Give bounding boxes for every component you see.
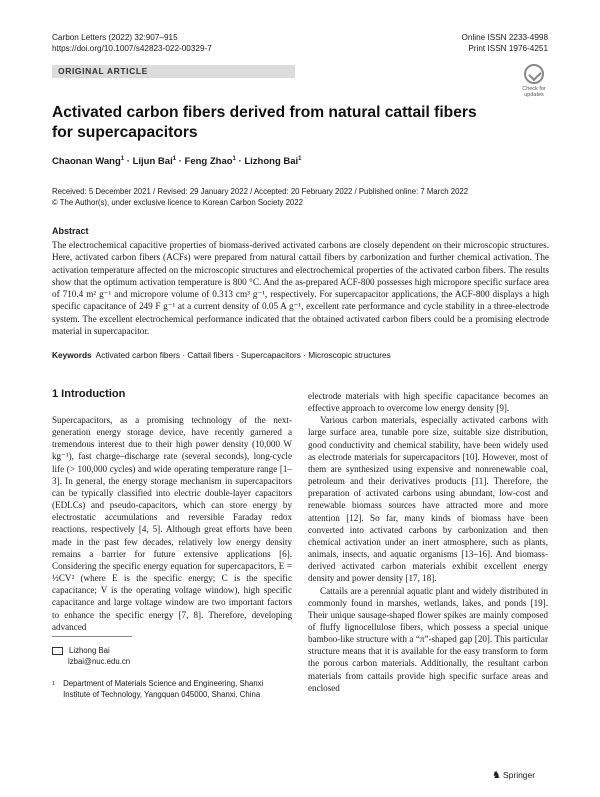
doi-link[interactable]: https://doi.org/10.1007/s42823-022-00329-7 <box>52 44 212 53</box>
print-issn: Print ISSN 1976-4251 <box>468 44 548 53</box>
author-separator: · <box>124 156 133 168</box>
abstract-heading: Abstract <box>52 226 89 236</box>
publisher-logo <box>492 770 535 781</box>
keywords-list: Activated carbon fibers · Cattail fibers · Supercapacitors · Microscopic structures <box>95 350 391 360</box>
keywords-label: Keywords <box>52 350 92 360</box>
author-aff: 1 <box>172 156 177 162</box>
paragraph: Supercapacitors, as a promising technology of the next-generation energy storage device, have recently garnered a tremendous interest due to their high power density (10,000 W kg⁻¹), fast charge–discharge rate (several seconds), long-cycle life (> 100,000 cycles) and wide operating temperature range [1–3]. In general, the energy storage mechanism in supercapacitors can be typically classified into electric double-layer capacitors (EDLCs) and pseudo-capacitors, which can store energy by electrostatic accumulations and reversible Faraday redox reactions, respectively [4, 5]. Although great efforts have been made in the past few decades, relatively low energy density remains a barrier for future extensive applications [6]. Considering the specific energy equation for supercapacitors, E = ½CV² (where E is the specific energy; C is the specific capacitance; V is the operating voltage window), high specific capacitance and large voltage window are two important factors to enhance the specific energy [7, 8]. Therefore, developing advanced <box>52 415 292 632</box>
paragraph: electrode materials with high specific capacitance becomes an effective approach to overcome low energy density [9]. <box>308 391 548 414</box>
author-name[interactable]: Lijun Bai <box>132 156 173 168</box>
check-updates-icon <box>524 64 544 84</box>
author-name[interactable]: Feng Zhao <box>184 156 233 168</box>
author-aff: 1 <box>298 156 302 162</box>
author-list <box>52 156 302 167</box>
author-separator: · <box>176 156 185 168</box>
article-title: Activated carbon fibers derived from natural cattail fibers for supercapacitors <box>52 104 477 141</box>
affiliation <box>52 679 288 700</box>
dates-line: Received: 5 December 2021 / Revised: 29 January 2022 / Accepted: 20 February 2022 / Published online: 7 March 2022 <box>52 187 469 196</box>
springer-horse-icon: ♞ <box>492 770 501 781</box>
author-aff: 1 <box>232 156 236 162</box>
check-for-updates-button[interactable] <box>516 64 552 104</box>
body-column-right <box>308 390 548 694</box>
publisher-name: Springer <box>502 770 536 780</box>
correspondence <box>52 645 130 667</box>
author-name[interactable]: Lizhong Bai <box>244 156 299 168</box>
copyright-line: © The Author(s), under exclusive licence to Korean Carbon Society 2022 <box>52 198 303 207</box>
check-updates-label-1: Check for <box>522 86 546 92</box>
journal-header <box>52 32 212 54</box>
corresponding-author: Lizhong Bai <box>69 646 110 655</box>
journal-citation: Carbon Letters (2022) 32:907–915 <box>52 33 178 42</box>
paragraph: Cattails are a perennial aquatic plant and widely distributed in commonly found in marshes, wetlands, lakes, and ponds [19]. Their unique sausage-shaped flower spikes are mainly composed of fluffy lignocellulose fibers, which possess a special unique bamboo-like structure with a “π”-shaped gap [20]. This particular structure means that it is available for the easy transform to form the porous carbon materials. Additionally, the resultant carbon materials from cattails provide high specific surface areas and enclosed <box>308 585 548 693</box>
author-aff: 1 <box>120 156 125 162</box>
publication-history <box>52 186 468 208</box>
body-column-left <box>52 414 292 633</box>
author-email[interactable]: lzbai@nuc.edu.cn <box>68 657 131 666</box>
keywords <box>52 350 391 360</box>
envelope-icon <box>52 647 63 655</box>
online-issn: Online ISSN 2233-4998 <box>461 33 548 42</box>
abstract-text: The electrochemical capacitive properties of biomass-derived activated carbons are closely dependent on their microscopic structures. Here, activated carbon fibers (ACFs) were prepared from natural cattail fibers by carbonization and further chemical activation. The activation temperature affected on the microscopic structures and electrochemical properties of the activated carbon fibers. The results show that the optimum activation temperature is 800 °C. And the as-prepared ACF-800 possesses high micropore specific surface area of 710.4 m² g⁻¹ and micropore volume of 0.313 cm³ g⁻¹, respectively. For supercapacitor applications, the ACF-800 displays a high specific capacitance of 249 F g⁻¹ at a current density of 0.05 A g⁻¹, excellent rate performance and cycle stability in a three-electrode system. The excellent electrochemical performance indicated that the obtained activated carbon fibers could be a promising electrode material in supercapacitor. <box>52 240 549 337</box>
check-updates-label-2: updates <box>524 92 544 98</box>
section-heading-introduction: 1 Introduction <box>52 388 126 400</box>
author-separator: · <box>235 156 245 168</box>
issn-header <box>462 32 548 54</box>
paragraph: Various carbon materials, especially activated carbons with large surface area, tunable pore size, suitable size distribution, good conductivity and chemical stability, have been widely used as electrode materials for supercapacitors [10]. However, most of them are synthesized using expensive and nonrenewable coal, petroleum and their derivatives products [11]. Therefore, the preparation of activated carbons using abundant, low-cost and renewable biomass sources have attracted more and more attention [12]. So far, many kinds of biomass have been converted into activated carbons by carbonization and then chemical activation under an inert atmosphere, such as plants, animals, insects, and aquatic organisms [13–16]. And biomass-derived activated carbon materials exhibit excellent energy density and power density [17, 18]. <box>308 415 548 584</box>
footnote-divider <box>52 636 132 637</box>
article-type-badge: ORIGINAL ARTICLE <box>52 65 295 78</box>
affiliation-number: 1 <box>52 681 56 687</box>
affiliation-text: Department of Materials Science and Engineering, Shanxi Institute of Technology, Yangquan 045000, Shanxi, China <box>63 679 264 699</box>
author-name[interactable]: Chaonan Wang <box>52 156 121 168</box>
